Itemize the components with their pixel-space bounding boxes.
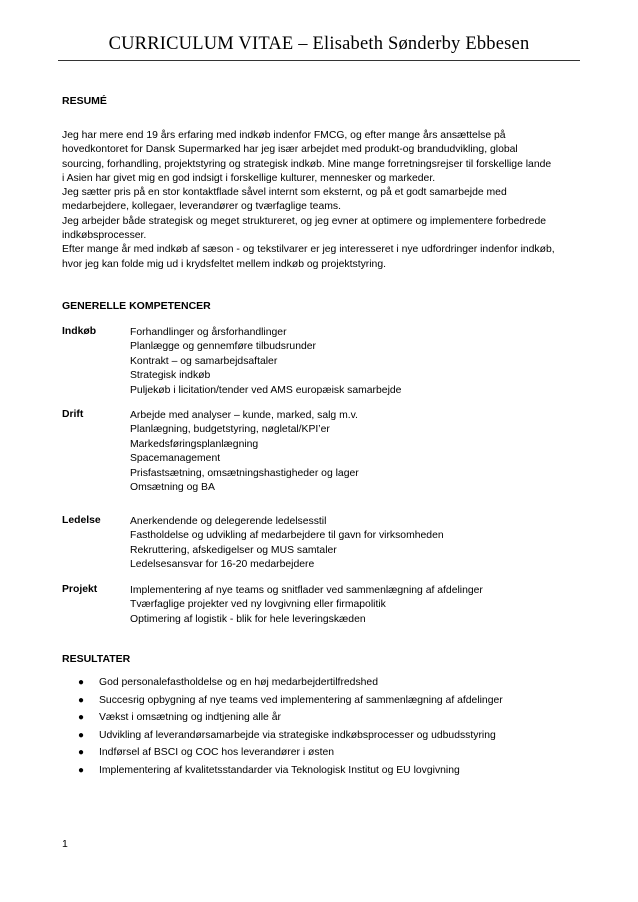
competence-item: Arbejde med analyser – kunde, marked, salg m.v. (130, 410, 358, 421)
bullet-icon: ● (78, 677, 85, 688)
resume-line: sourcing, forhandling, projektstyring og strategisk indkøb. Mine mange forretningsrejser til forskellige lande (62, 158, 552, 170)
result-text: Implementering af kvalitetsstandarder via Teknologisk Institut og EU lovgivning (99, 764, 460, 776)
competence-category: Projekt (62, 584, 98, 595)
resume-line: Efter mange år med indkøb af sæson - og tekstilvarer er jeg interesseret i nye udfordringer indenfor indkøb, (62, 244, 555, 256)
competence-item: Anerkendende og delegerende ledelsesstil (130, 516, 327, 527)
competences-heading: GENERELLE KOMPETENCER (62, 300, 211, 312)
result-text: God personalefastholdelse og en høj medarbejdertilfredshed (99, 677, 378, 688)
resume-paragraph (62, 129, 592, 272)
competence-item: Implementering af nye teams og snitflader ved sammenlægning af afdelinger (130, 585, 483, 596)
resume-line: Jeg har mere end 19 års erfaring med indkøb indenfor FMCG, og efter mange års ansættelse på (62, 130, 506, 141)
resume-line: Jeg arbejder både strategisk og meget struktureret, og jeg evner at optimere og implementere forbedrede (62, 215, 547, 227)
competence-item: Kontrakt – og samarbejdsaftaler (130, 355, 278, 367)
list-item (62, 677, 602, 695)
competence-items (130, 515, 444, 573)
competence-item: Planlægning, budgetstyring, nøgletal/KPI’er (130, 424, 330, 436)
resume-line: medarbejdere, kollegaer, leverandører og tværfaglige teams. (62, 201, 341, 213)
list-item (62, 695, 602, 713)
list-item (62, 712, 602, 730)
result-text: Succesrig opbygning af nye teams ved implementering af sammenlægning af afdelinger (99, 694, 503, 706)
list-item (62, 765, 602, 783)
list-item (62, 747, 602, 765)
bullet-icon: ● (78, 694, 85, 706)
competence-category: Indkøb (62, 326, 97, 337)
competence-category: Ledelse (62, 515, 101, 526)
competence-item: Planlægge og gennemføre tilbudsrunder (130, 341, 316, 353)
resume-line: i Asien har givet mig en god indsigt i forskellige kulturer, mennesker og markeder. (62, 172, 436, 184)
competence-item: Omsætning og BA (130, 482, 215, 494)
document-title: CURRICULUM VITAE – Elisabeth Sønderby Ebbesen (108, 34, 530, 54)
list-item (62, 730, 602, 748)
result-text: Vækst i omsætning og indtjening alle år (99, 712, 281, 724)
competence-item: Fastholdelse og udvikling af medarbejdere til gavn for virksomheden (130, 530, 444, 542)
competence-item: Spacemanagement (130, 453, 221, 465)
bullet-icon: ● (78, 729, 85, 741)
result-text: Udvikling af leverandørsamarbejde via strategiske indkøbsprocesser og udbudsstyring (99, 729, 496, 741)
competence-item: Strategisk indkøb (130, 370, 211, 382)
bullet-icon: ● (78, 712, 85, 724)
resume-line: Jeg sætter pris på en stor kontaktflade såvel internt som eksternt, og på et godt samarbejde med (62, 187, 507, 199)
title-underline (58, 60, 580, 61)
competence-items (130, 326, 401, 398)
resume-heading: RESUMÉ (62, 95, 107, 107)
result-text: Indførsel af BSCI og COC hos leverandører i østen (99, 747, 335, 759)
competence-item: Forhandlinger og årsforhandlinger (130, 327, 287, 338)
competence-item: Markedsføringsplanlægning (130, 438, 259, 450)
page-number: 1 (62, 838, 68, 850)
competence-item: Prisfastsætning, omsætningshastigheder og lager (130, 467, 359, 479)
bullet-icon: ● (78, 764, 85, 776)
resume-line: indkøbsprocesser. (62, 230, 147, 242)
competence-item: Optimering af logistik - blik for hele leveringskæden (130, 613, 366, 625)
results-heading: RESULTATER (62, 653, 131, 665)
competence-item: Tværfaglige projekter ved ny lovgivning eller firmapolitik (130, 599, 386, 611)
competence-items (130, 584, 483, 627)
results-list (62, 677, 602, 783)
resume-line: hovedkontoret for Dansk Supermarked har jeg især arbejdet med produkt-og brandudvikling, global (62, 144, 518, 156)
competence-item: Ledelsesansvar for 16-20 medarbejdere (130, 559, 315, 571)
resume-line: hvor jeg kan folde mig ud i krydsfeltet mellem indkøb og projektstyring. (62, 258, 386, 270)
competence-item: Puljekøb i licitation/tender ved AMS europæisk samarbejde (130, 384, 402, 396)
competence-item: Rekruttering, afskedigelser og MUS samtaler (130, 544, 337, 556)
competence-items (130, 409, 359, 495)
competence-category: Drift (62, 409, 84, 420)
bullet-icon: ● (78, 747, 85, 759)
